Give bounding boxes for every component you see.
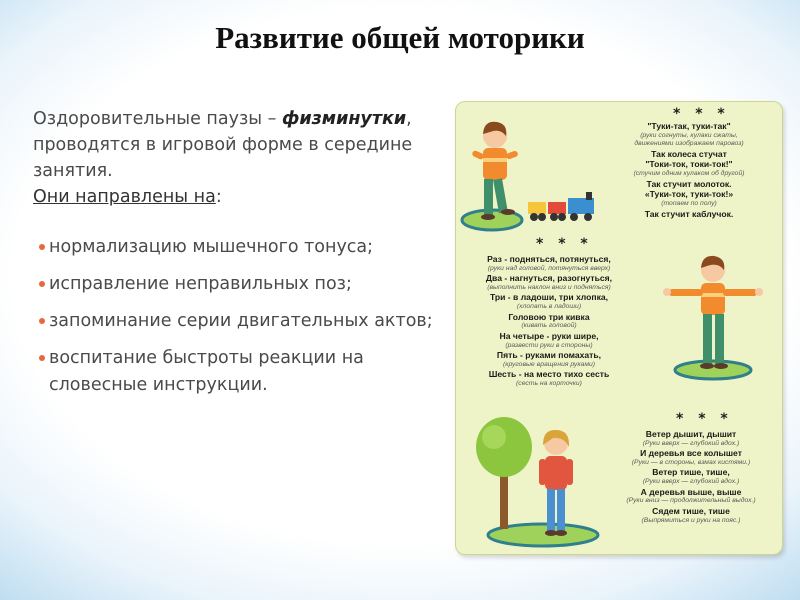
goal-item: запоминание серии двигательных актов; xyxy=(36,308,456,335)
verse-line: Ветер тише, тише, xyxy=(652,467,730,478)
verse-line: Так стучит молоток. xyxy=(646,178,732,189)
goal-item: нормализацию мышечного тонуса; xyxy=(36,234,456,261)
verse-line: И деревья все колышет xyxy=(640,448,742,459)
verse-wind xyxy=(606,429,776,525)
verse-instruction: (Руки — в стороны, взмах кистями.) xyxy=(631,459,751,466)
verse-line: «Туки-ток, туки-ток!» xyxy=(644,189,734,200)
toy-train-icon xyxy=(526,190,606,225)
exercise-card xyxy=(455,101,783,555)
section-stars: * * * xyxy=(676,411,733,427)
verse-instruction: (хлопать в ладоши) xyxy=(516,303,582,311)
verse-train xyxy=(604,121,774,219)
verse-count xyxy=(459,254,639,388)
verse-instruction: (Выпрямиться и руки на пояс.) xyxy=(641,516,741,524)
intro-line2: , проводятся в игровой форме в середине занятия. xyxy=(33,109,413,181)
verse-line: "Туки-так, туки-так" xyxy=(647,121,731,131)
goal-item: исправление неправильных поз; xyxy=(36,271,456,298)
verse-instruction: (круговые вращения руками) xyxy=(502,360,596,368)
intro-line1: Оздоровительные паузы – xyxy=(33,109,277,129)
verse-line: Раз - подняться, потянуться, xyxy=(487,254,611,264)
verse-instruction: (кивать головой) xyxy=(521,322,577,330)
verse-line: Головою три кивка xyxy=(508,311,590,322)
verse-line: Так стучит каблучок. xyxy=(644,208,734,219)
verse-instruction: (Руки вверх — глубокий вдох.) xyxy=(642,439,740,447)
intro-directed: Они направлены на xyxy=(33,187,216,207)
verse-line: А деревья выше, выше xyxy=(640,486,742,497)
goal-item: воспитание быстроты реакции на словесные инструкции. xyxy=(36,345,456,399)
verse-line: "Токи-ток, токи-ток!" xyxy=(645,159,733,170)
section-stars: * * * xyxy=(673,106,730,122)
verse-line: На четыре - руки шире, xyxy=(499,330,599,341)
verse-instruction: (стучим одним кулаком об другой) xyxy=(633,170,745,178)
verse-line: Пять - руками помахать, xyxy=(496,350,602,361)
girl-figure-icon xyxy=(531,427,581,542)
verse-instruction: (сесть на корточки) xyxy=(516,380,582,388)
section-stars: * * * xyxy=(536,236,593,252)
slide-title: Развитие общей моторики xyxy=(215,20,585,55)
verse-instruction: (развести руки в стороны) xyxy=(505,341,593,349)
verse-instruction: (выполнить наклон вниз и подняться) xyxy=(487,284,611,291)
goals-list xyxy=(36,234,456,409)
verse-line: Так колеса стучат xyxy=(651,148,727,159)
verse-instruction: (Руки вниз — продолжительный выдох.) xyxy=(626,497,756,505)
verse-instruction: (руки согнуты, кулаки сжаты, xyxy=(640,131,738,139)
verse-line: Ветер дышит, дышит xyxy=(645,429,737,439)
intro-colon: : xyxy=(215,187,222,207)
verse-instruction: (руки над головой, потянуться вверх) xyxy=(487,264,611,272)
verse-line: Шесть - на место тихо сесть xyxy=(488,369,610,380)
intro-emphasis: физминутки xyxy=(281,109,407,129)
verse-line: Сядем тише, тише xyxy=(652,505,730,516)
verse-line: Два - нагнуться, разогнуться, xyxy=(485,273,613,284)
intro-paragraph xyxy=(33,106,453,210)
verse-line: Три - в ладоши, три хлопка, xyxy=(489,292,609,303)
verse-instruction: (топаем по полу) xyxy=(661,200,717,208)
verse-instruction: (Руки вверх — глубокий вдох.) xyxy=(642,478,740,486)
boy-figure-icon xyxy=(661,252,781,382)
verse-instruction: движениями изображаем паровоз) xyxy=(634,140,744,148)
